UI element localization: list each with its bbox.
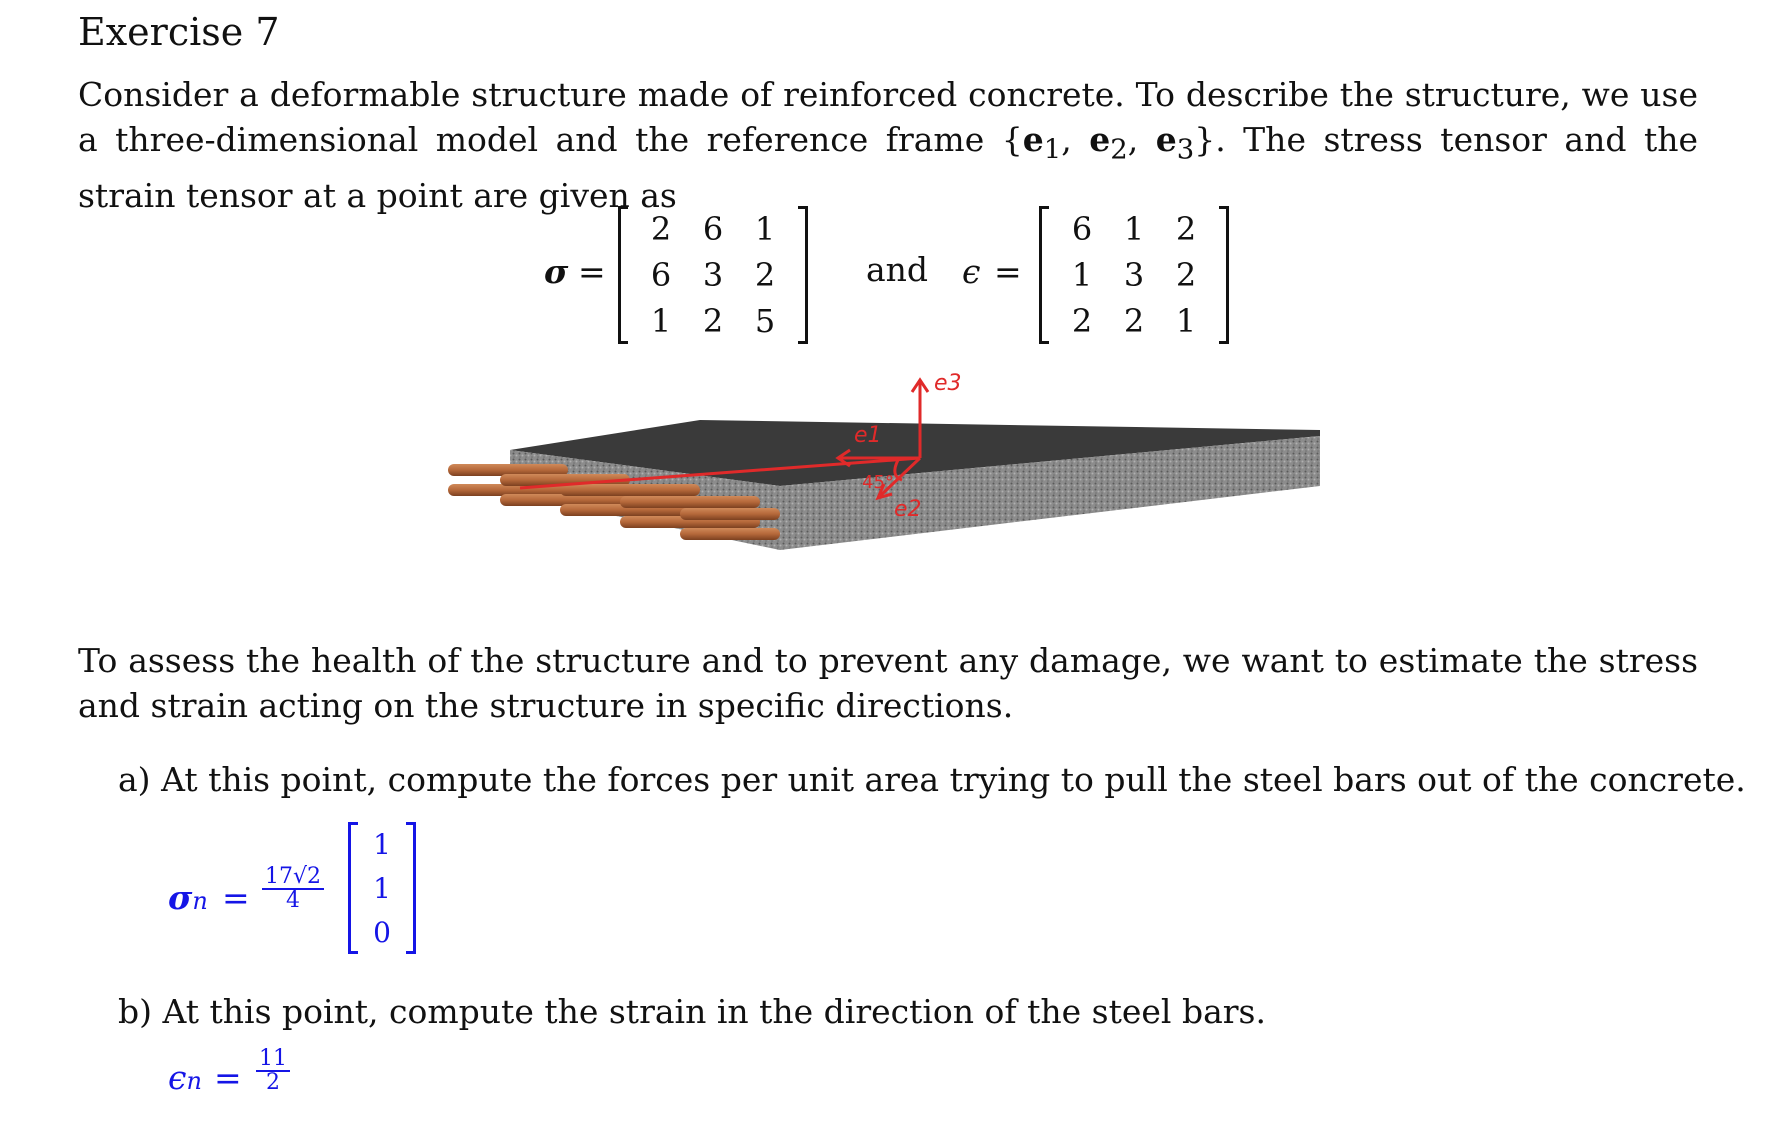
matrix-cell: 6 xyxy=(1071,210,1093,248)
matrix-cell: 2 xyxy=(1123,302,1145,340)
question-b-label: b) xyxy=(118,992,152,1031)
epsilon-symbol: ϵ xyxy=(962,252,981,291)
question-b-text: At this point, compute the strain in the direction of the steel bars. xyxy=(162,992,1266,1031)
basis-e2: e xyxy=(1089,120,1111,159)
fraction-denominator: 2 xyxy=(266,1070,280,1095)
basis-e1-sub: 1 xyxy=(1043,133,1062,166)
angle-label: 45° xyxy=(862,472,894,493)
fraction-numerator: 17√2 xyxy=(262,866,324,890)
intro-paragraph xyxy=(78,72,1698,218)
matrix-cell: 3 xyxy=(702,256,724,294)
and-word: and xyxy=(866,250,929,289)
exercise-title xyxy=(78,10,280,54)
epsilon-n-base: ϵ xyxy=(168,1058,187,1097)
matrix-cell: 2 xyxy=(1071,302,1093,340)
question-a-label: a) xyxy=(118,760,151,799)
comma-1: , xyxy=(1061,120,1090,159)
sigma-symbol: σ xyxy=(544,252,569,291)
label-e3: e3 xyxy=(934,371,962,396)
matrix-cell: 6 xyxy=(702,210,724,248)
steel-bar xyxy=(680,508,780,520)
matrix-cell: 2 xyxy=(754,256,776,294)
matrix-cell: 1 xyxy=(650,302,672,340)
basis-e3-sub: 3 xyxy=(1176,133,1195,166)
epsilon-n-subscript: n xyxy=(186,1067,202,1095)
title-number: 7 xyxy=(255,10,280,54)
title-word: Exercise xyxy=(78,10,244,54)
matrix-cell: 2 xyxy=(1175,256,1197,294)
fraction-numerator: 11 xyxy=(256,1048,290,1072)
concrete-slab-illustration xyxy=(440,368,1340,568)
answer-a-vector xyxy=(348,822,416,954)
steel-bar xyxy=(620,496,760,508)
question-a-text: At this point, compute the forces per unit area trying to pull the steel bars out of the concrete. xyxy=(161,760,1746,799)
answer-a-equals: = xyxy=(222,878,250,917)
vector-cell: 0 xyxy=(373,915,391,949)
basis-e3: e xyxy=(1155,120,1177,159)
vector-cell: 1 xyxy=(373,871,391,905)
answer-b-equals: = xyxy=(214,1058,242,1097)
matrix-cell: 2 xyxy=(1175,210,1197,248)
matrix-cell: 2 xyxy=(650,210,672,248)
answer-b-symbol xyxy=(168,1058,202,1097)
assessment-paragraph: To assess the health of the structure and to prevent any damage, we want to estimate the stress and strain acting on the structure in specific directions. xyxy=(78,641,1698,725)
answer-a-symbol xyxy=(168,878,208,917)
answer-a-fraction xyxy=(262,866,324,912)
matrix-cell: 2 xyxy=(702,302,724,340)
matrix-cell: 1 xyxy=(1175,302,1197,340)
matrix-cell: 5 xyxy=(754,302,776,340)
matrix-cell: 1 xyxy=(1071,256,1093,294)
sigma-n-subscript: n xyxy=(192,887,208,915)
question-a xyxy=(118,760,1746,799)
vector-cell: 1 xyxy=(373,827,391,861)
strain-tensor-matrix xyxy=(1039,206,1229,344)
label-e2: e2 xyxy=(894,497,922,522)
steel-bar xyxy=(680,528,780,540)
matrix-cell: 6 xyxy=(650,256,672,294)
steel-bar xyxy=(560,484,700,496)
basis-e1: e xyxy=(1022,120,1044,159)
question-b xyxy=(118,992,1266,1031)
comma-2: , xyxy=(1127,120,1156,159)
matrix-cell: 1 xyxy=(1123,210,1145,248)
fraction-denominator: 4 xyxy=(286,888,300,913)
equals-sign: = xyxy=(578,252,606,291)
equals-sign: = xyxy=(994,252,1022,291)
basis-e2-sub: 2 xyxy=(1110,133,1128,166)
matrix-cell: 1 xyxy=(754,210,776,248)
answer-b-fraction xyxy=(256,1048,290,1094)
intro-text-1: Consider a deformable structure made of reinforced concrete. To describe the structure, we use a three-dimensional model and the reference frame { xyxy=(78,75,1698,159)
stress-tensor-matrix xyxy=(618,206,808,344)
sigma-n-base: σ xyxy=(168,878,193,917)
label-e1: e1 xyxy=(854,423,882,448)
matrix-cell: 3 xyxy=(1123,256,1145,294)
intro-text-2: }. The stress tensor and the strain tensor at a point are given as xyxy=(78,120,1698,215)
